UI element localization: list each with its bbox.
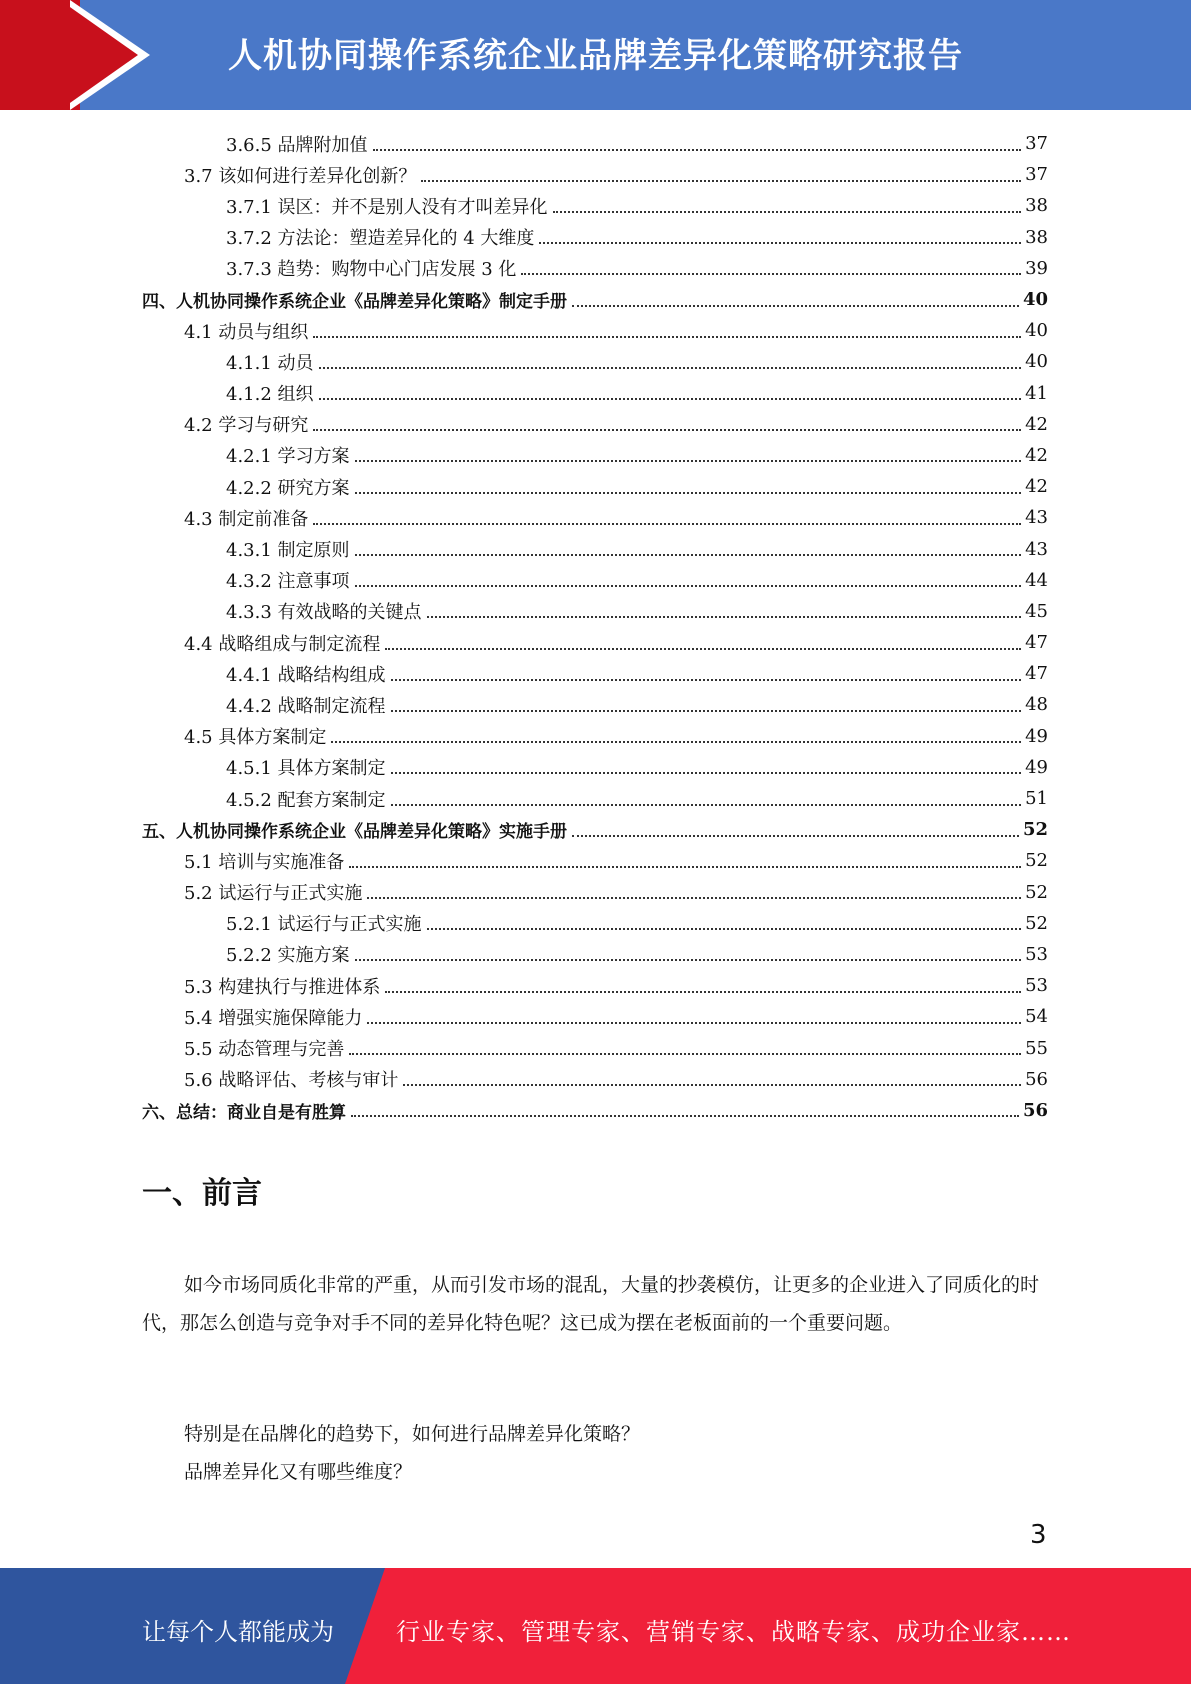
toc-entry[interactable] (142, 783, 1048, 814)
toc-dot-leader (391, 772, 1022, 774)
toc-entry-page: 41 (1025, 382, 1048, 404)
toc-dot-leader (355, 554, 1022, 556)
toc-dot-leader (349, 866, 1021, 868)
toc-entry-page: 52 (1025, 850, 1048, 872)
toc-entry-label: 4.3.1 制定原则 (226, 536, 353, 562)
toc-entry-label: 4.1.1 动员 (226, 349, 317, 375)
toc-entry[interactable] (142, 253, 1048, 284)
page-footer (0, 1568, 1191, 1684)
toc-entry-page: 51 (1025, 788, 1048, 810)
toc-entry-page: 42 (1025, 413, 1048, 435)
intro-questions (142, 1415, 1090, 1491)
toc-dot-leader (355, 959, 1022, 961)
toc-dot-leader (331, 741, 1021, 743)
toc-dot-leader (391, 710, 1022, 712)
toc-entry-page: 38 (1025, 226, 1048, 248)
toc-dot-leader (355, 585, 1022, 587)
toc-entry[interactable] (142, 190, 1048, 221)
toc-entry[interactable] (142, 284, 1048, 315)
toc-dot-leader (427, 616, 1022, 618)
toc-entry-page: 39 (1025, 257, 1048, 279)
toc-dot-leader (319, 367, 1022, 369)
toc-dot-leader (391, 804, 1022, 806)
toc-entry[interactable] (142, 658, 1048, 689)
toc-entry[interactable] (142, 1095, 1048, 1126)
toc-entry[interactable] (142, 721, 1048, 752)
toc-entry-label: 4.2 学习与研究 (184, 411, 311, 437)
toc-entry-label: 五、人机协同操作系统企业《品牌差异化策略》实施手册 (142, 817, 570, 842)
toc-dot-leader (373, 149, 1022, 151)
toc-entry-page: 52 (1025, 912, 1048, 934)
toc-entry[interactable] (142, 970, 1048, 1001)
toc-entry[interactable] (142, 159, 1048, 190)
toc-dot-leader (391, 679, 1022, 681)
toc-entry-page: 55 (1025, 1037, 1048, 1059)
toc-entry-page: 54 (1025, 1006, 1048, 1028)
toc-dot-leader (539, 242, 1021, 244)
toc-entry-label: 4.3.3 有效战略的关键点 (226, 598, 425, 624)
toc-entry-label: 4.4.2 战略制定流程 (226, 692, 389, 718)
toc-entry-page: 56 (1022, 1099, 1048, 1121)
toc-entry[interactable] (142, 409, 1048, 440)
toc-entry-page: 42 (1025, 444, 1048, 466)
toc-entry[interactable] (142, 565, 1048, 596)
question-line-2: 品牌差异化又有哪些维度？ (184, 1461, 413, 1483)
toc-entry-label: 4.4.1 战略结构组成 (226, 661, 389, 687)
section-title: 一、前言 (142, 1176, 262, 1211)
toc-entry-label: 5.1 培训与实施准备 (184, 848, 347, 874)
toc-entry[interactable] (142, 346, 1048, 377)
toc-entry-page: 43 (1025, 507, 1048, 529)
toc-dot-leader (367, 1022, 1021, 1024)
toc-entry[interactable] (142, 752, 1048, 783)
toc-entry-label: 3.7.2 方法论：塑造差异化的 4 大维度 (226, 224, 537, 250)
toc-dot-leader (572, 835, 1019, 837)
toc-entry-label: 5.2.1 试运行与正式实施 (226, 910, 425, 936)
header-chevron-red (60, 0, 138, 110)
toc-entry[interactable] (142, 533, 1048, 564)
toc-entry[interactable] (142, 939, 1048, 970)
toc-entry[interactable] (142, 689, 1048, 720)
toc-dot-leader (421, 180, 1021, 182)
toc-dot-leader (385, 991, 1021, 993)
toc-entry-label: 3.7.1 误区：并不是别人没有才叫差异化 (226, 193, 551, 219)
toc-entry-page: 40 (1022, 289, 1048, 311)
toc-entry[interactable] (142, 502, 1048, 533)
toc-entry-label: 四、人机协同操作系统企业《品牌差异化策略》制定手册 (142, 287, 570, 312)
toc-entry-page: 44 (1025, 569, 1048, 591)
toc-entry-label: 4.5.1 具体方案制定 (226, 754, 389, 780)
question-line-1: 特别是在品牌化的趋势下，如何进行品牌差异化策略？ (184, 1423, 641, 1445)
table-of-contents (142, 128, 1048, 1126)
toc-entry-page: 56 (1025, 1068, 1048, 1090)
toc-entry[interactable] (142, 315, 1048, 346)
toc-entry-page: 49 (1025, 756, 1048, 778)
toc-entry[interactable] (142, 1032, 1048, 1063)
toc-entry-label: 4.3 制定前准备 (184, 505, 311, 531)
toc-entry-page: 52 (1022, 819, 1048, 841)
header-title: 人机协同操作系统企业品牌差异化策略研究报告 (228, 36, 963, 76)
toc-entry-label: 4.2.1 学习方案 (226, 442, 353, 468)
toc-entry-label: 六、总结：商业自是有胜算 (142, 1098, 349, 1123)
footer-slogan-left: 让每个人都能成为 (142, 1618, 334, 1646)
toc-entry-label: 4.5.2 配套方案制定 (226, 786, 389, 812)
toc-entry[interactable] (142, 128, 1048, 159)
toc-dot-leader (313, 523, 1021, 525)
toc-entry-label: 3.7.3 趋势：购物中心门店发展 3 化 (226, 255, 519, 281)
toc-entry[interactable] (142, 627, 1048, 658)
footer-slogan-right: 行业专家、管理专家、营销专家、战略专家、成功企业家…… (396, 1618, 1071, 1646)
toc-entry-page: 47 (1025, 632, 1048, 654)
toc-dot-leader (355, 492, 1022, 494)
toc-entry-page: 42 (1025, 476, 1048, 498)
toc-entry[interactable] (142, 378, 1048, 409)
toc-entry-label: 4.1.2 组织 (226, 380, 317, 406)
toc-entry-label: 3.6.5 品牌附加值 (226, 131, 371, 157)
toc-entry-page: 47 (1025, 663, 1048, 685)
toc-dot-leader (367, 897, 1021, 899)
toc-entry-label: 3.7 该如何进行差异化创新？ (184, 162, 419, 188)
toc-entry-label: 5.4 增强实施保障能力 (184, 1004, 365, 1030)
page-header (0, 0, 1191, 110)
toc-dot-leader (553, 211, 1022, 213)
toc-entry-page: 45 (1025, 600, 1048, 622)
toc-entry-label: 5.6 战略评估、考核与审计 (184, 1066, 401, 1092)
toc-entry-page: 53 (1025, 943, 1048, 965)
toc-entry[interactable] (142, 1064, 1048, 1095)
toc-entry-page: 40 (1025, 351, 1048, 373)
toc-entry-page: 43 (1025, 538, 1048, 560)
toc-entry[interactable] (142, 440, 1048, 471)
toc-entry-page: 49 (1025, 725, 1048, 747)
toc-entry-page: 37 (1025, 133, 1048, 155)
intro-paragraph: 如今市场同质化非常的严重，从而引发市场的混乱，大量的抄袭模仿，让更多的企业进入了同质化的时代，那怎么创造与竞争对手不同的差异化特色呢？这已成为摆在老板面前的一个重要问题。 (142, 1274, 1040, 1334)
toc-dot-leader (403, 1084, 1021, 1086)
toc-dot-leader (313, 336, 1021, 338)
toc-entry[interactable] (142, 845, 1048, 876)
toc-entry-page: 53 (1025, 975, 1048, 997)
toc-entry-label: 4.2.2 研究方案 (226, 474, 353, 500)
toc-dot-leader (385, 648, 1021, 650)
toc-entry-page: 48 (1025, 694, 1048, 716)
toc-entry[interactable] (142, 877, 1048, 908)
toc-dot-leader (521, 273, 1021, 275)
toc-entry-page: 52 (1025, 881, 1048, 903)
toc-entry-label: 4.3.2 注意事项 (226, 567, 353, 593)
toc-entry-label: 5.2 试运行与正式实施 (184, 879, 365, 905)
toc-entry-label: 4.1 动员与组织 (184, 318, 311, 344)
toc-entry[interactable] (142, 1001, 1048, 1032)
toc-dot-leader (349, 1053, 1021, 1055)
toc-entry-label: 5.5 动态管理与完善 (184, 1035, 347, 1061)
toc-dot-leader (572, 305, 1019, 307)
toc-dot-leader (355, 460, 1022, 462)
page-number: 3 (1030, 1520, 1047, 1550)
toc-dot-leader (427, 928, 1022, 930)
toc-entry-label: 4.4 战略组成与制定流程 (184, 630, 383, 656)
toc-entry-label: 4.5 具体方案制定 (184, 723, 329, 749)
toc-entry-label: 5.2.2 实施方案 (226, 941, 353, 967)
toc-entry-page: 38 (1025, 195, 1048, 217)
toc-entry-page: 37 (1025, 164, 1048, 186)
toc-entry-page: 40 (1025, 320, 1048, 342)
toc-entry[interactable] (142, 596, 1048, 627)
toc-dot-leader (313, 429, 1021, 431)
toc-entry-label: 5.3 构建执行与推进体系 (184, 973, 383, 999)
toc-entry[interactable] (142, 222, 1048, 253)
toc-dot-leader (319, 398, 1022, 400)
toc-entry[interactable] (142, 908, 1048, 939)
toc-dot-leader (351, 1115, 1019, 1117)
toc-entry[interactable] (142, 814, 1048, 845)
toc-entry[interactable] (142, 471, 1048, 502)
